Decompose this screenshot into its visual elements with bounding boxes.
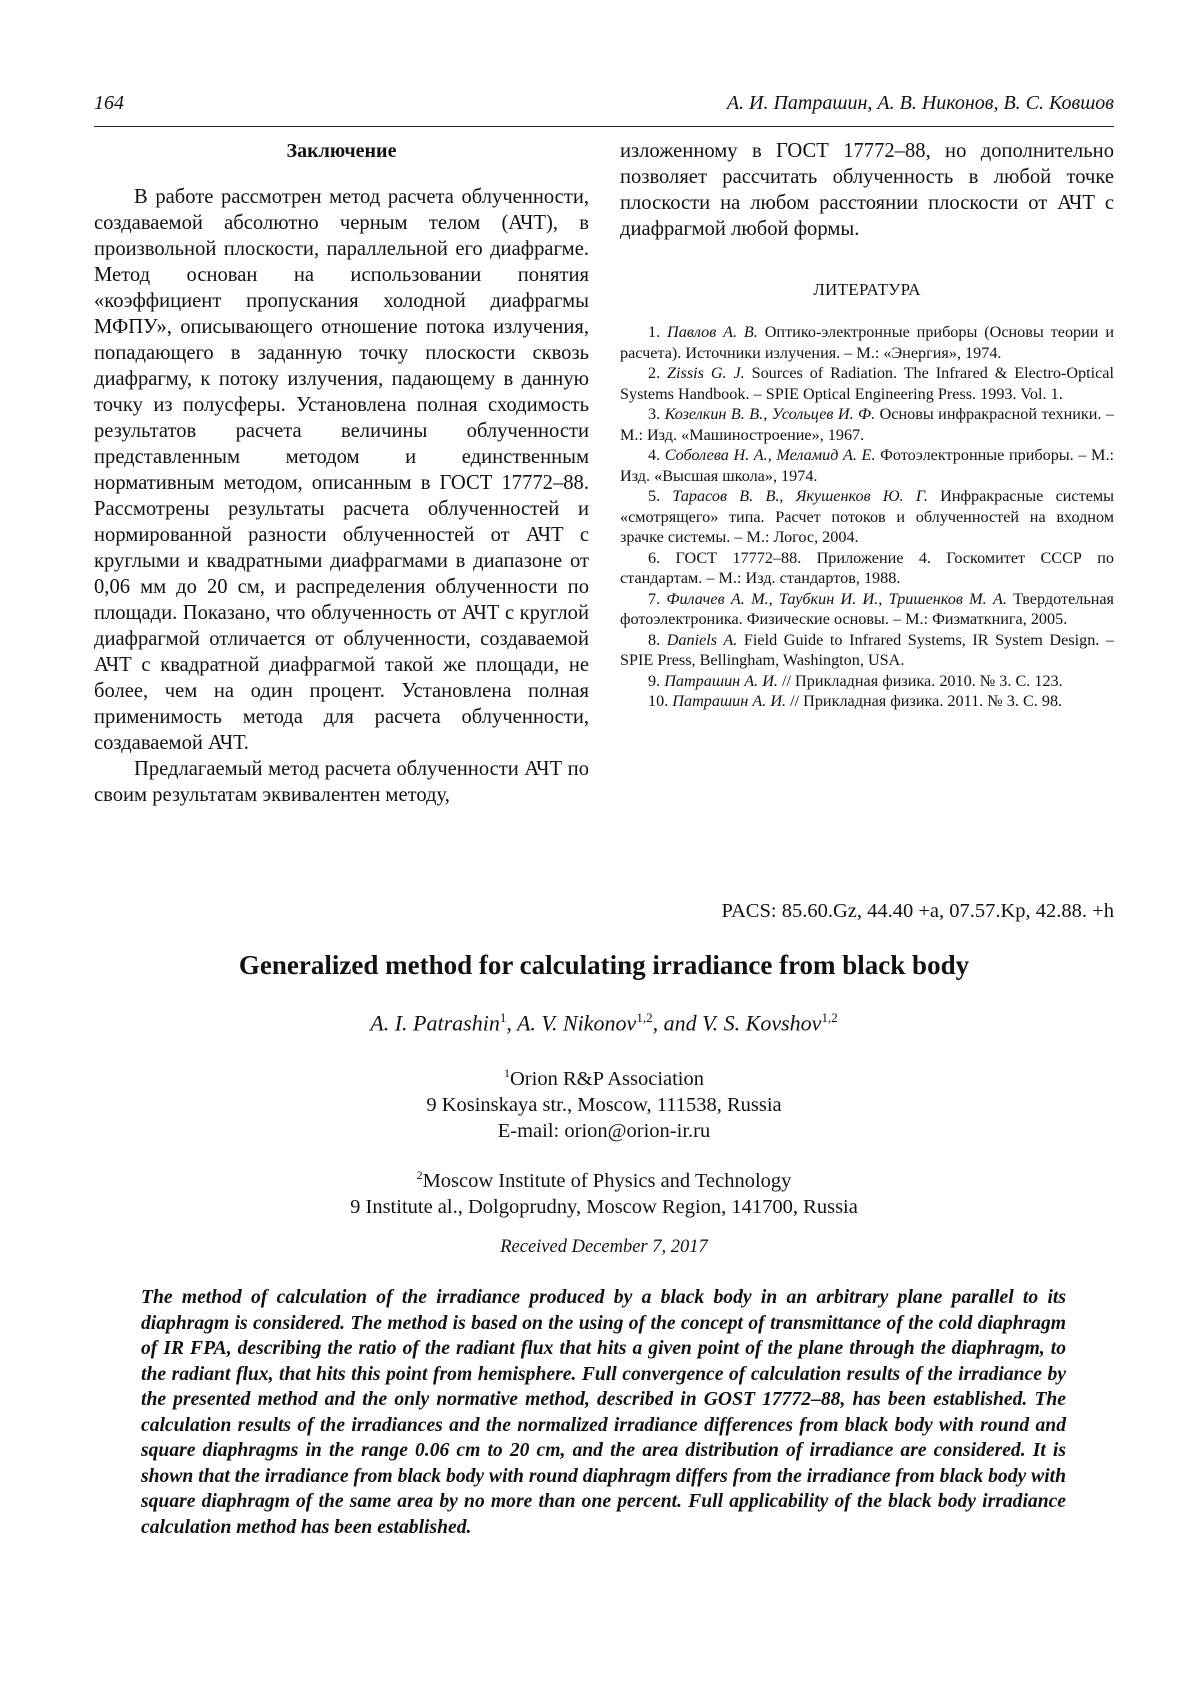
reference-item: [620, 548, 1114, 589]
ref-number: 2.: [648, 364, 661, 382]
reference-item: [620, 486, 1114, 548]
ref-authors: Zissis G. J.: [667, 364, 745, 382]
ref-text: Основы инфракрасной техники. – М.: Изд. «Машиностроение», 1967.: [620, 405, 1115, 444]
ref-authors: Филачев А. М., Таубкин И. И., Тришенков М. А.: [666, 589, 1007, 608]
conclusion-paragraph-2: Предлагаемый метод расчета облученности АЧТ по своим результатам эквивалентен методу,: [94, 758, 589, 806]
ref-number: 5.: [648, 487, 661, 505]
english-authors: A. I. Patrashin$^1$, A. V. Nikonov$^{1,2}$, and V. S. Kovshov$^{1,2}$: [370, 1010, 838, 1036]
author-3-affil: 1,2: [821, 1010, 838, 1025]
ref-authors: Павлов А. В.: [667, 323, 758, 341]
reference-item: [620, 322, 1114, 363]
conclusion-paragraph-1: В работе рассмотрен метод расчета облученности, создаваемой абсолютно черным телом (АЧТ), в произвольной плоскости, параллельной его диафрагме. Метод основан на использовании понятия «коэффициент пропускания холодной диафрагмы МФПУ», описывающего отношение потока излучения, попадающего в заданную точку плоскости сквозь диафрагму, к потоку излучения, падающему в данную точку из полусферы. Установлена полная сходимость результатов расчета величины облученности представленным методом и единственным нормативным методом, описанным в ГОСТ 17772–88. Рассмотрены результаты расчета облученностей и нормированной разности облученностей от АЧТ с круглыми и квадратными диафрагмами в диапазоне от 0,06 мм до 20 см, и распределения облученности по площади. Показано, что облученность от АЧТ с круглой диафрагмой отличается от облученности, создаваемой АЧТ с квадратной диафрагмой такой же площади, не более, чем на один процент. Установлена полная применимость метода для расчета облученности, создаваемой АЧТ.: [94, 186, 589, 754]
ref-text: Фотоэлектронные приборы. – М.: Изд. «Высшая школа», 1974.: [620, 446, 1114, 485]
ref-number: 3.: [648, 405, 661, 423]
ref-number: 8.: [648, 630, 661, 649]
ref-number: 4.: [648, 446, 661, 464]
ref-text: Оптико-электронные приборы (Основы теории и расчета). Источники излучения. – М.: «Энергия», 1974.: [620, 323, 1114, 362]
ref-text: // Прикладная физика. 2010. № 3. С. 123.: [777, 671, 1063, 690]
running-header: [94, 92, 1114, 128]
running-authors: А. И. Патрашин, А. В. Никонов, В. С. Ковшов: [726, 92, 1114, 114]
affiliation-2: [94, 1162, 1114, 1220]
ref-text: Твердотельная фотоэлектроника. Физические основы. – М.: Физматкнига, 2005.: [620, 589, 1115, 628]
ref-number: 1.: [648, 323, 661, 341]
affiliation-1: [94, 1060, 1114, 1144]
ref-number: 7.: [648, 589, 661, 608]
left-column: [94, 138, 589, 808]
english-title: Generalized method for calculating irradiance from black body: [238, 950, 970, 980]
ref-text: Sources of Radiation. The Infrared & Electro-Optical Systems Handbook. – SPIE Optical Engineering Press. 1993. Vol. 1.: [620, 364, 1114, 403]
affil-1-address: 9 Kosinskaya str., Moscow, 111538, Russia: [426, 1093, 782, 1116]
ref-number: 6.: [648, 548, 661, 567]
ref-text: Field Guide to Infrared Systems, IR System Design. – SPIE Press, Bellingham, Washington, USA.: [620, 630, 1115, 669]
page-number: 164: [94, 92, 124, 114]
english-abstract: The method of calculation of the irradiance produced by a black body in an arbitrary plane parallel to its diaphragm is considered. The method is based on the using of the concept of transmittance of the cold diaphragm of IR FPA, describing the ratio of the radiant flux that hits a given point of the plane through the diaphragm, to the radiant flux, that hits this point from hemisphere. Full convergence of calculation results of the irradiance by the presented method and the only normative method, described in GOST 17772–88, has been established. The calculation results of the irradiances and the normalized irradiance differences from black body with round and square diaphragms in the range 0.06 cm to 20 cm, and the area distribution of irradiance are considered. It is shown that the irradiance from black body with round diaphragm differs from the irradiance from black body with square diaphragm of the same area by no more than one percent. Full applicability of the black body irradiance calculation method has been established.: [141, 1287, 1066, 1538]
author-3: and V. S. Kovshov: [663, 1010, 822, 1036]
author-1: A. I. Patrashin: [370, 1010, 500, 1036]
received-date: Received December 7, 2017: [500, 1237, 708, 1257]
affil-1-marker: 1: [504, 1066, 510, 1080]
reference-item: [620, 630, 1114, 671]
reference-item: [620, 363, 1114, 404]
affil-2-name: Moscow Institute of Physics and Technology: [422, 1169, 792, 1192]
reference-item: [620, 691, 1114, 712]
reference-item: [620, 671, 1114, 692]
ref-authors: Тарасов В. В., Якушенков Ю. Г.: [672, 487, 928, 505]
ref-text: // Прикладная физика. 2011. № 3. С. 98.: [786, 692, 1063, 710]
ref-authors: Соболева Н. А., Меламид А. Е.: [664, 446, 876, 464]
reference-item: [620, 589, 1114, 630]
ref-number: 10.: [648, 692, 669, 710]
reference-item: [620, 445, 1114, 486]
header-rule: [94, 126, 1114, 127]
pacs-codes: PACS: 85.60.Gz, 44.40 +a, 07.57.Kp, 42.88. +h: [721, 900, 1114, 922]
ref-authors: Daniels A.: [666, 630, 738, 649]
conclusion-continuation: изложенному в ГОСТ 17772–88, но дополнительно позволяет рассчитать облученность в любой точке плоскости на любом расстоянии плоскости от АЧТ с диафрагмой любой формы.: [620, 140, 1114, 240]
affil-2-marker: 2: [416, 1168, 423, 1182]
right-column: [620, 138, 1114, 712]
conclusion-heading: Заключение: [286, 140, 397, 162]
author-1-affil: 1: [499, 1010, 507, 1025]
ref-authors: Патрашин А. И.: [664, 671, 778, 690]
affil-2-address: 9 Institute al., Dolgoprudny, Moscow Region, 141700, Russia: [350, 1195, 858, 1218]
affil-1-email: E-mail: orion@orion-ir.ru: [497, 1119, 711, 1142]
ref-authors: Патрашин А. И.: [672, 692, 787, 710]
ref-number: 9.: [648, 671, 661, 690]
reference-item: [620, 404, 1114, 445]
author-2: A. V. Nikonov: [516, 1010, 637, 1036]
author-2-affil: 1,2: [636, 1010, 653, 1025]
ref-text: ГОСТ 17772–88. Приложение 4. Госкомитет СССР по стандартам. – М.: Изд. стандартов, 1988.: [620, 548, 1115, 587]
ref-text: Инфракрасные системы «смотрящего» типа. Расчет потоков и облученностей на входном зрачке системы. – М.: Логос, 2004.: [620, 487, 1115, 546]
reference-list: [620, 322, 1114, 712]
literature-heading: ЛИТЕРАТУРА: [813, 280, 921, 299]
ref-authors: Козелкин В. В., Усольцев И. Ф.: [664, 405, 876, 423]
affil-1-name: Orion R&P Association: [510, 1067, 704, 1090]
